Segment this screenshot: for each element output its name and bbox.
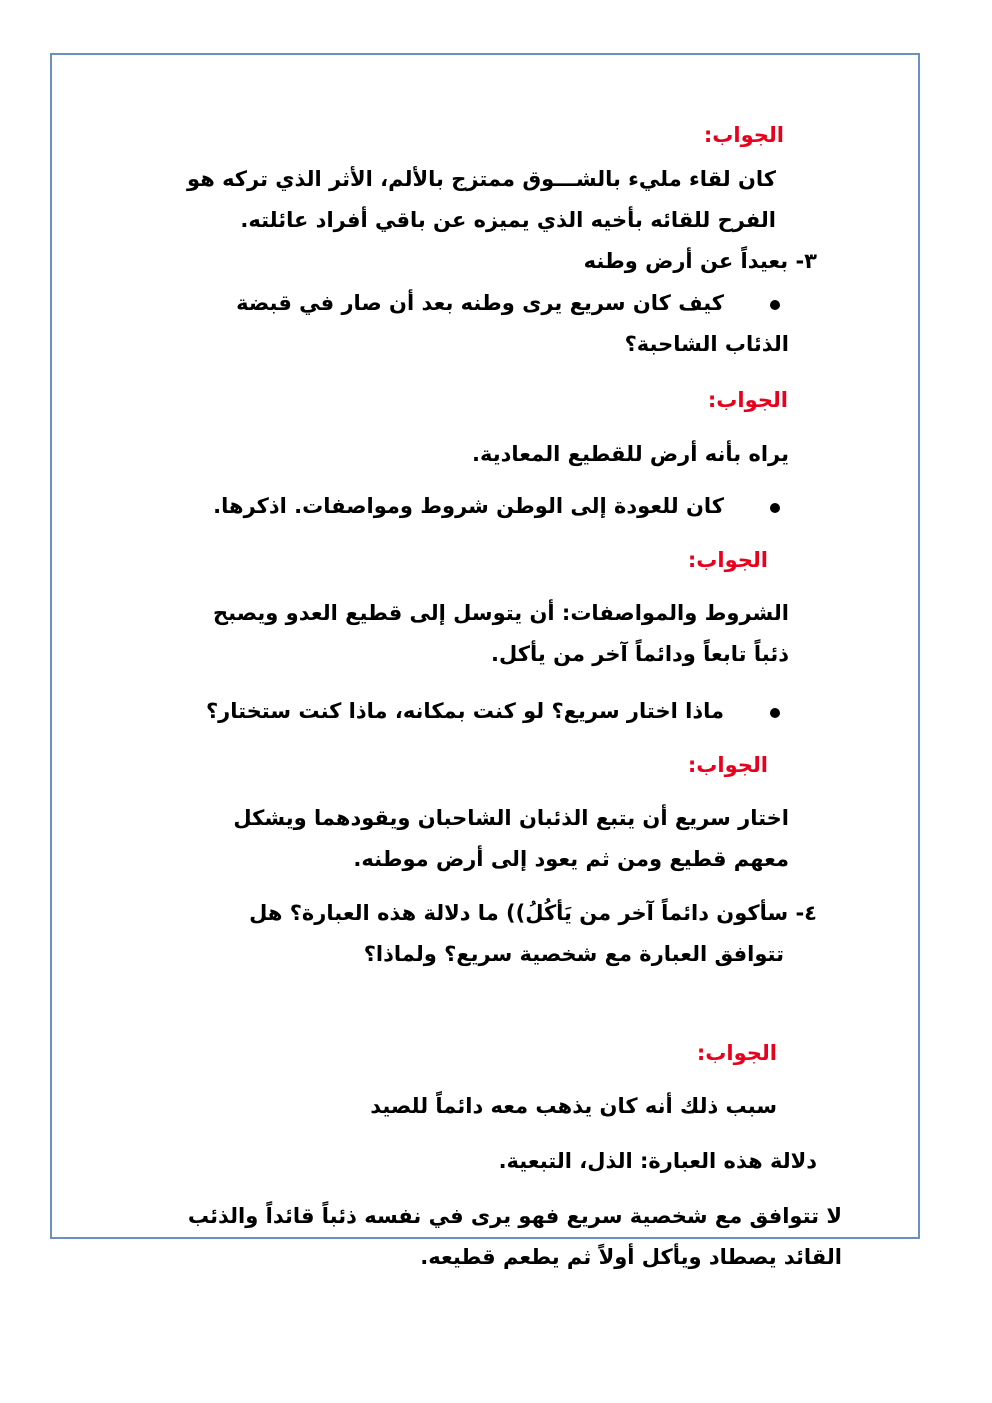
question-text: الذئاب الشاحبة؟ <box>624 332 789 356</box>
answer-label: الجواب: <box>687 753 768 777</box>
answer-text: لا تتوافق مع شخصية سريع فهو يرى في نفسه ذئباً قائداً والذئب <box>187 1204 842 1228</box>
question-text: كيف كان سريع يرى وطنه بعد أن صار في قبضة <box>236 291 724 315</box>
answer-text: اختار سريع أن يتبع الذئبان الشاحبان ويقودهما ويشكل <box>233 806 789 830</box>
answer-label: الجواب: <box>703 123 784 147</box>
question-text: تتوافق العبارة مع شخصية سريع؟ ولماذا؟ <box>363 942 784 966</box>
answer-text: كان لقاء مليء بالشـــوق ممتزج بالألم، الأثر الذي تركه هو <box>187 167 776 191</box>
answer-text: دلالة هذه العبارة: الذل، التبعية. <box>498 1149 817 1173</box>
bullet-icon <box>770 300 780 310</box>
answer-text: الفرح للقائه بأخيه الذي يميزه عن باقي أفراد عائلته. <box>240 208 776 232</box>
answer-label: الجواب: <box>707 388 788 412</box>
bullet-icon <box>770 708 780 718</box>
answer-label: الجواب: <box>696 1041 777 1065</box>
answer-text: يراه بأنه أرض للقطيع المعادية. <box>472 442 789 466</box>
answer-text: القائد يصطاد ويأكل أولاً ثم يطعم قطيعه. <box>420 1245 842 1269</box>
question-text: ماذا اختار سريع؟ لو كنت بمكانه، ماذا كنت ستختار؟ <box>205 699 724 723</box>
question-text: ٤- سأكون دائماً آخر من يَأكُلُ)) ما دلالة هذه العبارة؟ هل <box>249 901 817 925</box>
answer-text: ذئباً تابعاً ودائماً آخر من يأكل. <box>491 642 789 666</box>
answer-text: الشروط والمواصفات: أن يتوسل إلى قطيع العدو ويصبح <box>213 601 789 625</box>
answer-label: الجواب: <box>687 548 768 572</box>
section-heading: ٣- بعيداً عن أرض وطنه <box>583 249 817 273</box>
question-text: كان للعودة إلى الوطن شروط ومواصفات. اذكرها. <box>213 494 724 518</box>
bullet-icon <box>770 503 780 513</box>
answer-text: معهم قطيع ومن ثم يعود إلى أرض موطنه. <box>353 847 789 871</box>
answer-text: سبب ذلك أنه كان يذهب معه دائماً للصيد <box>370 1094 777 1118</box>
